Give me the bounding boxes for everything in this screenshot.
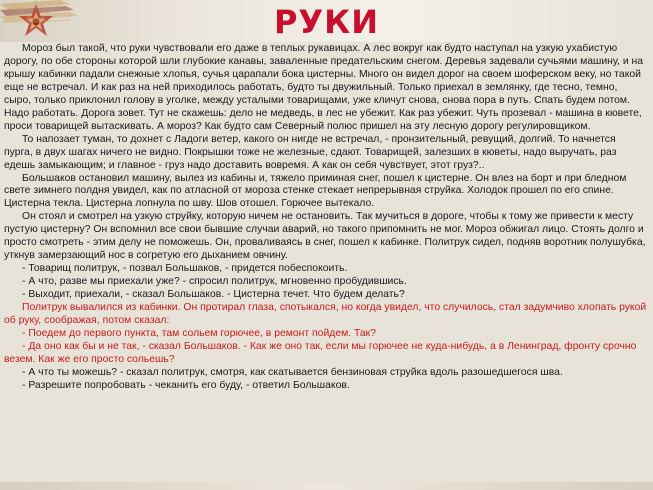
bottom-band	[0, 482, 653, 490]
dialogue-line: - А что ты можешь? - сказал политрук, смотря, как скатывается бензиновая струйка вдоль разошедшегося шва.	[22, 366, 563, 378]
highlighted-dialogue-line: - Поедем до первого пункта, там сольем горючее, в ремонт пойдем. Так?	[22, 327, 377, 339]
slide-title: РУКИ	[273, 3, 380, 41]
dialogue-line: - Выходит, приехали, - сказал Большаков. - Цистерна течет. Что будем делать?	[22, 289, 405, 301]
highlighted-dialogue-line: - Да оно как бы и не так, - сказал Большаков. - Как же оно так, если мы горючее не куда-нибудь, а в Ленинград, фронту срочно везем. Как же его просто сольешь?	[4, 340, 637, 365]
paragraph: Большаков остановил машину, вылез из кабины и, тяжело приминая снег, пошел к цистерне. Он влез на борт и при бледном свете зимнего полдня увидел, как по атласной от мороза стенке стекает непрерывная струйка. Холодок прошел по его спине. Цистерна текла. Цистерна лопнула по шву. Шов отошел. Горючее вытекало.	[4, 172, 627, 210]
paragraph: Он стоял и смотрел на узкую струйку, которую ничем не остановить. Так мучиться в дороге, чтобы к тому же привести к месту пустую цистерну? Он вспомнил все свои бывшие случаи аварий, но такого припомнить не мог. Мороз обжигал лицо. Стоять долго и просто смотреть - этим делу не поможешь. Он, проваливаясь в снег, пошел к кабинке. Политрук сидел, подняв воротник полушубка, уткнув замерзающий нос в согретую его дыханием овчину.	[4, 211, 646, 262]
paragraph: То напозает туман, то дохнет с Ладоги ветер, какого он нигде не встречал, - пронзительный, ревущий, долгий. То начнется пурга, в двух шагах ничего не видно. Покрышки тоже не железные, сдают. Товарищей, залезших в кюветы, надо выручать, раз едешь замыкающим; и главное - груз надо доставить вовремя. А как он себя чувствует, этот груз?..	[4, 133, 617, 171]
dialogue-line: - А что, разве мы приехали уже? - спросил политрук, мгновенно пробудившись.	[22, 276, 407, 288]
paragraph: Мороз был такой, что руки чувствовали его даже в теплых рукавицах. А лес вокруг как будто наступал на узкую ухабистую дорогу, по обе стороны которой шли глубокие канавы, заваленные предательским снегом. Деревья задевали сучьями машину, и на крышу кабинки падали снежные хлопья, сучья царапали бока цистерны. Много он видел дорог на своем шоферском веку, но такой еще не встречал. И как раз на ней приходилось работать, будто ты двужильный. Только приехал в землянку, где тесно, темно, сыро, только приклонил голову в уголке, между усталыми товарищами, уже кличут снова, снова пора в путь. Спать будем потом. Надо работать. Дорога зовет. Тут не скажешь: дело не медведь, в лес не убежит. Как раз убежит. Чуть прозевал - машина в кювете, проси товарищей вытаскивать. А мороз? Как будто сам Северный полюс пришел на эту лесную дорогу регулировщиком.	[4, 43, 644, 132]
highlighted-paragraph: Политрук вывалился из кабинки. Он протирал глаза, спотыкался, но когда увидел, что случилось, стал задумчиво хлопать рукой об руку, соображая, потом сказал:	[4, 302, 647, 327]
story-text	[4, 43, 647, 393]
dialogue-line: - Разрешите попробовать - чеканить его буду, - ответил Большаков.	[22, 379, 350, 391]
dialogue-line: - Товарищ политрук, - позвал Большаков, - придется побеспокоить.	[22, 263, 348, 275]
